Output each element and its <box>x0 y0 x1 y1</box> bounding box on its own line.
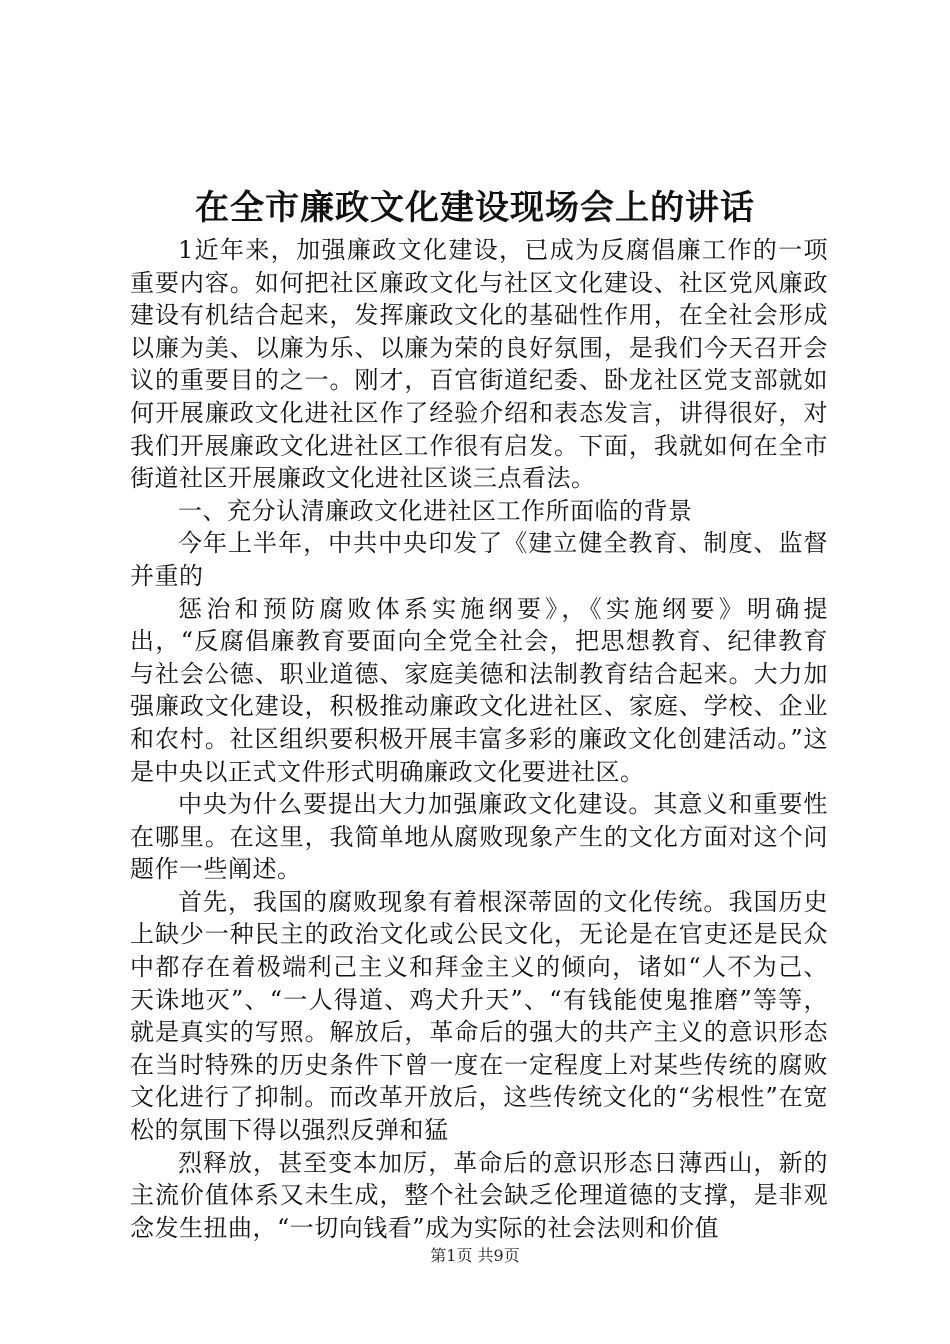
document-title: 在全市廉政文化建设现场会上的讲话 <box>195 188 755 228</box>
page-footer: 第1页 共9页 <box>430 1246 520 1265</box>
paragraph-intro: 1近年来，加强廉政文化建设，已成为反腐倡廉工作的一项重要内容。如何把社区廉政文化与社区文化建设、社区党风廉政建设有机结合起来，发挥廉政文化的基础性作用，在全社会形成以廉为美、以廉为乐、以廉为荣的良好氛围，是我们今天召开会议的重要目的之一。刚才，百官街道纪委、卧龙社区党支部就如何开展廉政文化进社区作了经验介绍和表态发言，讲得很好，对我们开展廉政文化进社区工作很有启发。下面，我就如何在全市街道社区开展廉政文化进社区谈三点看法。 <box>130 236 828 493</box>
paragraph-outline-quote: 惩治和预防腐败体系实施纲要》，《实施纲要》明确提出，“反腐倡廉教育要面向全党全社会，把思想教育、纪律教育与社会公德、职业道德、家庭美德和法制教育结合起来。大力加强廉政文化建设，积极推动廉政文化进社区、家庭、学校、企业和农村。社区组织要积极开展丰富多彩的廉政文化创建活动。”这是中央以正式文件形式明确廉政文化要进社区。 <box>130 594 828 786</box>
paragraph-significance: 中央为什么要提出大力加强廉政文化建设。其意义和重要性在哪里。在这里，我简单地从腐败现象产生的文化方面对这个问题作一些阐述。 <box>130 790 828 884</box>
section-heading-1: 一、充分认清廉政文化进社区工作所面临的背景 <box>178 496 693 525</box>
paragraph-release: 烈释放，甚至变本加厉，革命后的意识形态日薄西山，新的主流价值体系又未生成，整个社会缺乏伦理道德的支撑，是非观念发生扭曲，“一切向钱看”成为实际的社会法则和价值 <box>130 1148 828 1242</box>
document-body <box>130 234 828 1244</box>
paragraph-central-document: 今年上半年，中共中央印发了《建立健全教育、制度、监督并重的 <box>130 529 828 590</box>
paragraph-cultural-tradition: 首先，我国的腐败现象有着根深蒂固的文化传统。我国历史上缺少一种民主的政治文化或公民文化，无论是在官吏还是民众中都存在着极端利己主义和拜金主义的倾向，诸如“人不为己、天诛地灭”、“一人得道、鸡犬升天”、“有钱能使鬼推磨”等等，就是真实的写照。解放后，革命后的强大的共产主义的意识形态在当时特殊的历史条件下曾一度在一定程度上对某些传统的腐败文化进行了抑制。而改革开放后，这些传统文化的“劣根性”在宽松的氛围下得以强烈反弹和猛 <box>130 887 828 1145</box>
